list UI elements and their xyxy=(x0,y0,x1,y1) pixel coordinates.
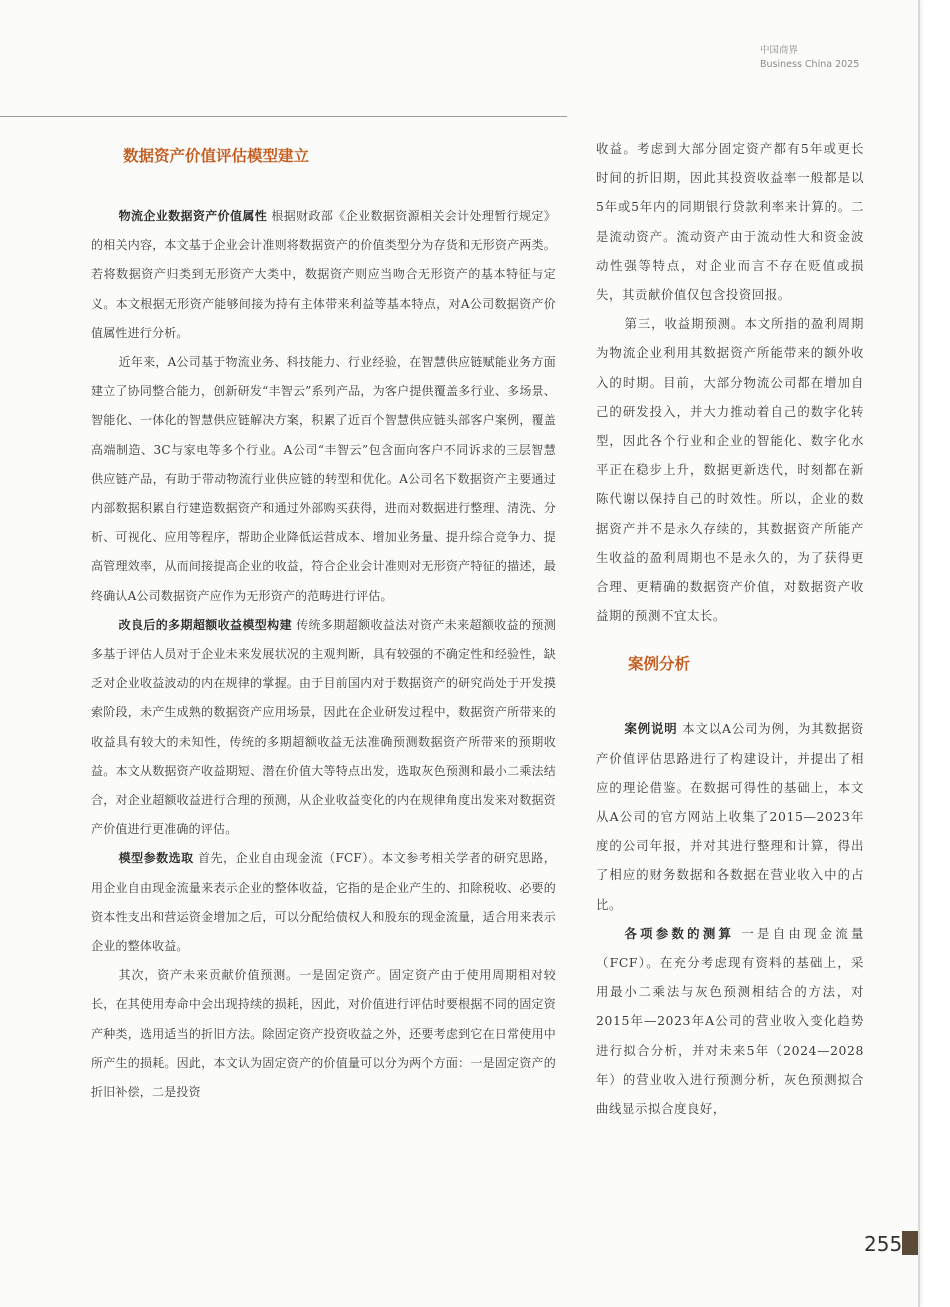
paragraph: 近年来，A公司基于物流业务、科技能力、行业经验，在智慧供应链赋能业务方面建立了协同整合能力，创新研发“丰智云”系列产品，为客户提供覆盖多行业、多场景、智能化、一体化的智慧供应链解决方案，积累了近百个智慧供应链头部客户案例，覆盖高端制造、3C与家电等多个行业。A公司“丰智云”包含面向客户不同诉求的三层智慧供应链产品，有助于带动物流行业供应链的转型和优化。A公司名下数据资产主要通过内部数据积累自行建造数据资产和通过外部购买获得，进而对数据进行整理、清洗、分析、可视化、应用等程序，帮助企业降低运营成本、增加业务量、提升综合竞争力、提高管理效率，从而间接提高企业的收益，符合企业会计准则对无形资产特征的描述，最终确认A公司数据资产应作为无形资产的范畴进行评估。 xyxy=(91,355,556,603)
journal-title-en: Business China 2025 xyxy=(760,59,860,70)
paragraph: 收益。考虑到大部分固定资产都有5年或更长时间的折旧期，因此其投资收益率一般都是以5年或5年内的同期银行贷款利率来计算的。二是流动资产。流动资产由于流动性大和资金波动性强等特点，对企业而言不存在贬值或损失，其贡献价值仅包含投资回报。 xyxy=(596,141,864,303)
paragraph xyxy=(91,202,556,348)
paragraph-lead: 物流企业数据资产价值属性 xyxy=(118,209,268,223)
paragraph xyxy=(91,844,556,961)
paragraph xyxy=(596,714,864,918)
running-head xyxy=(760,44,900,72)
paragraph-lead: 模型参数选取 xyxy=(118,851,194,866)
paragraph: 其次，资产未来贡献价值预测。一是固定资产。固定资产由于使用周期相对较长，在其使用寿命中会出现持续的损耗，因此，对价值进行评估时要根据不同的固定资产种类，选用适当的折旧方法。除固定资产投资收益之外，还要考虑到它在日常使用中所产生的损耗。因此，本文认为固定资产的价值量可以分为两个方面：一是固定资产的折旧补偿，二是投资 xyxy=(91,968,556,1100)
page-number-tab xyxy=(902,1231,918,1255)
paragraph-text: 根据财政部《企业数据资源相关会计处理暂行规定》的相关内容，本文基于企业会计准则将数据资产的价值类型分为存货和无形资产两类。若将数据资产归类到无形资产大类中，数据资产则应当吻合无形资产的基本特征与定义。本文根据无形资产能够间接为持有主体带来利益等基本特点，对A公司数据资产价值属性进行分析。 xyxy=(91,209,556,340)
paragraph xyxy=(596,919,864,1123)
right-column xyxy=(596,134,864,1123)
left-column xyxy=(91,134,556,1107)
section-heading-case: 案例分析 xyxy=(628,655,691,674)
paragraph-text: 一是自由现金流量（FCF）。在充分考虑现有资料的基础上，采用最小二乘法与灰色预测相结合的方法，对2015年—2023年A公司的营业收入变化趋势进行拟合分析，并对未来5年（2024—2028年）的营业收入进行预测分析，灰色预测拟合曲线显示拟合度良好， xyxy=(596,925,864,1117)
paragraph xyxy=(91,611,556,845)
paragraph-lead: 改良后的多期超额收益模型构建 xyxy=(118,617,292,632)
paragraph-text: 传统多期超额收益法对资产未来超额收益的预测多基于评估人员对于企业未来发展状况的主观判断，具有较强的不确定性和经验性，缺乏对企业收益波动的内在规律的掌握。由于目前国内对于数据资产的研究尚处于开发摸索阶段，未产生成熟的数据资产应用场景，因此在企业研发过程中，数据资产所带来的收益具有较大的未知性，传统的多期超额收益无法准确预测数据资产所带来的预期收益。本文从数据资产收益期短、潜在价值大等特点出发，选取灰色预测和最小二乘法结合，对企业超额收益进行合理的预测，从企业收益变化的内在规律角度出发来对数据资产价值进行更准确的评估。 xyxy=(91,617,557,837)
paragraph-lead: 案例说明 xyxy=(624,721,678,737)
paragraph-text: 首先，企业自由现金流（FCF）。本文参考相关学者的研究思路，用企业自由现金流量来表示企业的整体收益，它指的是企业产生的、扣除税收、必要的资本性支出和营运资金增加之后，可以分配给债权人和股东的现金流量，适合用来表示企业的整体收益。 xyxy=(91,851,557,954)
page-number: 255 xyxy=(864,1232,903,1256)
header-rule xyxy=(0,116,567,117)
paragraph-text: 本文以A公司为例，为其数据资产价值评估思路进行了构建设计，并提出了相应的理论借鉴。在数据可得性的基础上，本文从A公司的官方网站上收集了2015—2023年度的公司年报，并对其进行整理和计算，得出了相应的财务数据和各数据在营业收入中的占比。 xyxy=(596,721,864,912)
paragraph-lead: 各项参数的测算 xyxy=(624,925,735,941)
paragraph: 第三，收益期预测。本文所指的盈利周期为物流企业利用其数据资产所能带来的额外收入的时期。目前，大部分物流公司都在增加自己的研发投入，并大力推动着自己的数字化转型，因此各个行业和企业的智能化、数字化水平正在稳步上升，数据更新迭代，时刻都在新陈代谢以保持自己的时效性。所以，企业的数据资产并不是永久存续的，其数据资产所能产生收益的盈利周期也不是永久的，为了获得更合理、更精确的数据资产价值，对数据资产收益期的预测不宜太长。 xyxy=(596,316,864,624)
journal-title-cn: 中国商界 xyxy=(760,45,799,56)
section-heading-model: 数据资产价值评估模型建立 xyxy=(123,147,310,165)
